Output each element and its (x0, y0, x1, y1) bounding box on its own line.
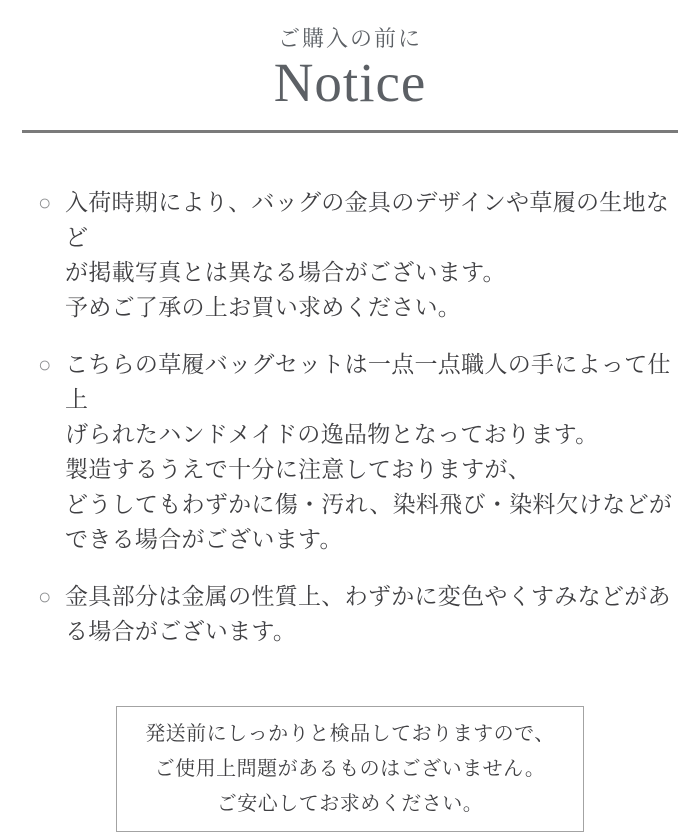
page-header (0, 0, 700, 112)
notice-text (65, 579, 674, 649)
circle-bullet-icon: ○ (38, 190, 52, 215)
notice-line: こちらの草履バッグセットは一点一点職人の手によって仕上 (65, 351, 671, 412)
notice-item-handmade (38, 347, 674, 557)
notice-line: 製造するうえで十分に注意しておりますが、 (65, 456, 531, 482)
assurance-line: ご使用上問題があるものはございません。 (154, 758, 546, 780)
notice-line: る場合がございます。 (65, 618, 297, 644)
page-subtitle: ご購入の前に (277, 26, 422, 51)
notice-line: 予めご了承の上お買い求めください。 (65, 294, 462, 320)
circle-bullet-icon: ○ (38, 352, 52, 377)
notice-line: が掲載写真とは異なる場合がございます。 (65, 259, 506, 285)
assurance-line: ご安心してお求めください。 (216, 793, 484, 815)
notice-line: 金具部分は金属の性質上、わずかに変色やくすみなどがあ (65, 583, 671, 609)
notice-line: 入荷時期により、バッグの金具のデザインや草履の生地など (65, 189, 670, 250)
notice-line: げられたハンドメイドの逸品物となっております。 (65, 421, 599, 447)
notice-line: できる場合がございます。 (65, 526, 343, 552)
assurance-box (116, 706, 584, 832)
notice-list (0, 133, 700, 649)
assurance-line: 発送前にしっかりと検品しておりますので、 (145, 723, 555, 745)
circle-bullet-icon: ○ (38, 584, 52, 609)
notice-text (65, 185, 674, 325)
notice-text (65, 347, 674, 557)
page-title: Notice (273, 52, 427, 113)
notice-item-metal-parts (38, 579, 674, 649)
notice-item-stock-variation (38, 185, 674, 325)
notice-line: どうしてもわずかに傷・汚れ、染料飛び・染料欠けなどが (65, 491, 673, 517)
